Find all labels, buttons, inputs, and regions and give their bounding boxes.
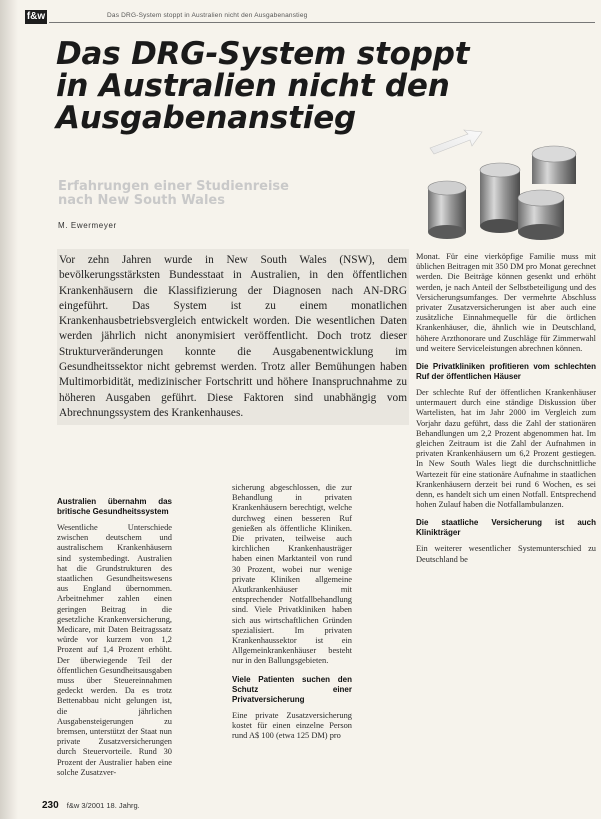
body-paragraph: Ein weiterer wesentlicher Systemunterschied zu Deutschland be xyxy=(416,544,596,564)
headline-line: Das DRG-System stoppt xyxy=(56,36,470,72)
subtitle-line: nach New South Wales xyxy=(58,193,225,208)
body-paragraph: sicherung abgeschlossen, die zur Behandlung in privaten Krankenhäusern berechtigt, welche durchweg einen besseren Ruf genießen als öffentliche Kliniken. Die privaten, teilweise auch kirchlichen Krankenhausträger haben einen Marktanteil von rund 30 Prozent, wobei nur wenige private Kliniken allgemeine Akutkrankenhäuser mit entsprechender Notfallbehandlung sind. Viele Privatkliniken haben sich aus wirtschaftlichen Gründen spezialisiert. Im privaten Krankenhaussektor ist ein Allgemeinkrankenhäuser besteht nur in den Ballungsgebieten. xyxy=(232,483,352,666)
column-middle xyxy=(232,483,352,741)
section-heading: Viele Patienten suchen den Schutz einer Privatversicherung xyxy=(232,674,352,704)
column-left xyxy=(57,497,172,778)
page-number: 230 xyxy=(42,800,59,811)
body-paragraph: Monat. Für eine vierköpfige Familie muss mit üblichen Beitragen mit 350 DM pro Monat gerechnet werden. Die Beiträge können gesenkt und erhöht werden, je nach Anteil der Selbstbeteiligung und des Versicherungsumfanges. Der vermehrte Abschluss privater Zusatzversicherungen ist aber auch eine zusätzliche Einnahmequelle für die örtlichen Krankenhäuser, die, ähnlich wie in Deutschland, höhere Arzthonorare und Zuschläge für Zimmerwahl und weitere Serviceleistungen abrechnen können. xyxy=(416,252,596,353)
lead-paragraph-box xyxy=(57,249,409,425)
issue-info: f&w 3/2001 18. Jahrg. xyxy=(66,801,140,810)
header-rule xyxy=(49,22,595,23)
stacked-bars-graphic xyxy=(420,128,601,246)
lead-paragraph: Vor zehn Jahren wurde in New South Wales (NSW), dem bevölkerungsstärksten Bundesstaat in Australien, in den öffentlichen Krankenhäusern die Klassifizierung der Diagnosen nach AN-DRG eingeführt. Das System ist zu einem monatlichen Krankenhausbetriebsvergleich entwickelt worden. Die wesentlichen Daten werden jährlich nicht anonymisiert veröffentlicht. Doch trotz dieser Strukturveränderungen konnte die Ausgabenentwicklung im Gesundheitssektor nicht gebremst werden. Trotz aller Bemühungen haben Multimorbidität, medizinischer Fortschritt und höhere Inanspruchnahme zu höheren Ausgaben geführt. Diese Faktoren sind unabhängig vom Abrechnungssystem des Krankenhauses. xyxy=(59,254,407,419)
headline-line: in Australien nicht den xyxy=(56,68,450,104)
body-paragraph: Eine private Zusatzversicherung kostet für einen einzelne Person rund A$ 100 (etwa 125 DM) pro xyxy=(232,710,352,741)
page-shadow xyxy=(0,0,18,819)
section-heading: Australien übernahm das britische Gesundheitssystem xyxy=(57,497,172,516)
body-paragraph: Wesentliche Unterschiede zwischen deutschem und australischem Krankenhäusern sind systembedingt. Australien hat die Grundstrukturen des staatlichen Gesundheitswesens aus England übernommen. Arbeitnehmer zahlen einen geringen Beitrag in die gesetzliche Krankenversicherung, Medicare, mit Daten Beitragssatz würde vor kurzem von 1,2 Prozent auf 1,4 Prozent erhöht. Der überwiegende Teil der öffentlichen Gesundheitsausgaben muss über Steuereinnahmen gedeckt werden. Da es trotz Bettenabbau nicht gelungen ist, die jährlichen Ausgabensteigerungen zu bremsen, unterstützt der Staat nun private Zusatzversicherungen durch Steuervorteile. Rund 30 Prozent der Australier haben eine solche Zusatzver- xyxy=(57,523,172,777)
journal-logo: f&w xyxy=(26,11,46,22)
headline-line: Ausgabenanstieg xyxy=(56,100,357,136)
body-paragraph: Der schlechte Ruf der öffentlichen Krankenhäuser untermauert durch eine ständige Diskussion über Wartelisten, hat im Jahr 2000 im Vergleich zum Vorjahr dazu geführt, dass die Zahl der stationären Behandlungen um 2,2 Prozent abgenommen hat. Im gleichen Zeitraum ist die Zahl der Aufnahmen in privaten Krankenhäusern um 6,2 Prozent gestiegen. In New South Wales liegt die durchschnittliche Wartezeit für eine stationäre Aufnahme in staatlichen Krankenhäusern derzeit bei rund 6 Wochen, es sei denn, es handelt sich um einen Notfall. Entsprechend hohen Zulauf haben die Notfallambulanzen. xyxy=(416,388,596,510)
page-footer xyxy=(42,800,140,811)
running-title: Das DRG-System stoppt in Australien nicht den Ausgabenanstieg xyxy=(107,12,308,19)
article-headline xyxy=(56,38,496,134)
page-header xyxy=(25,10,595,24)
subtitle-line: Erfahrungen einer Studienreise xyxy=(58,179,289,194)
section-heading: Die staatliche Versicherung ist auch Klinikträger xyxy=(416,518,596,538)
article-subtitle xyxy=(58,180,348,208)
author-name: M. Ewermeyer xyxy=(58,221,117,230)
column-right xyxy=(416,252,596,565)
section-heading: Die Privatkliniken profitieren vom schlechten Ruf der öffentlichen Häuser xyxy=(416,362,596,382)
